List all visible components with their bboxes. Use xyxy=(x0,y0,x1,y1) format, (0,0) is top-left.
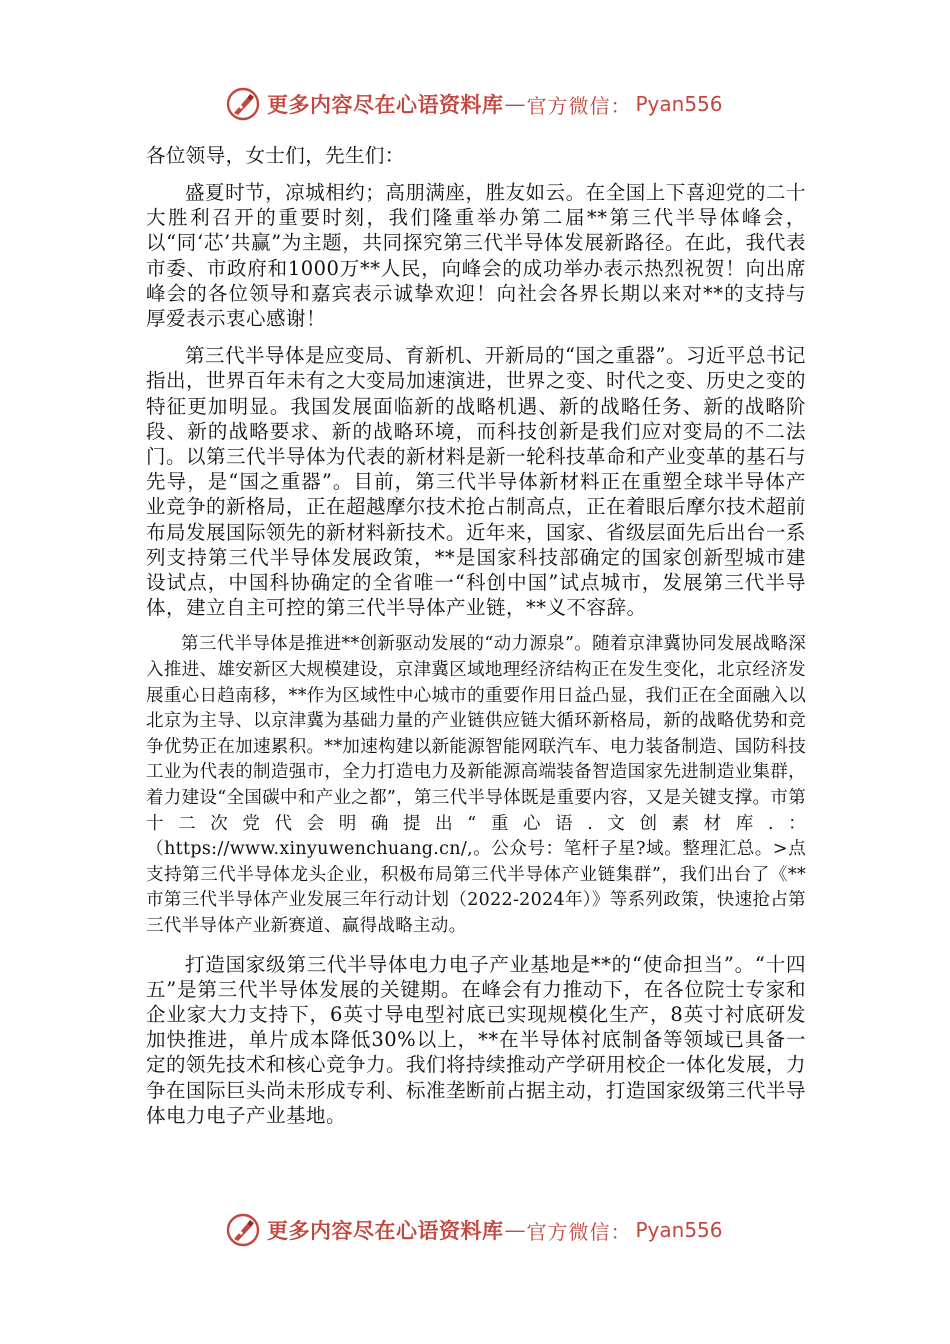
pen-nib-logo-icon xyxy=(225,86,261,122)
banner-dash: — xyxy=(504,1218,526,1242)
greeting: 各位领导，女士们，先生们： xyxy=(146,144,405,167)
header-banner xyxy=(225,84,745,124)
document-body xyxy=(146,140,806,1140)
footer-banner xyxy=(225,1210,745,1250)
paragraph-3: 第三代半导体是推进**创新驱动发展的“动力源泉”。随着京津冀协同发展战略深入推进、雄安新区大规模建设，京津冀区域地理经济结构正在发生变化，北京经济发展重心日趋南移，**作为区域性中心城市的重要作用日益凸显，我们正在全面融入以北京为主导、以京津冀为基础力量的产业链供应链大循环新格局，新的战略优势和竞争优势正在加速累积。**加速构建以新能源智能网联汽车、电力装备制造、国防科技工业为代表的制造强市，全力打造电力及新能源高端装备智造国家先进制造业集群，着力建设“全国碳中和产业之都”，第三代半导体既是重要内容，又是关键支撑。市第十二次党代会明确提出“重心语.文创素材库.：（https://www.xinyuwenchuang.cn/,。公众号：笔杆子星?域。整理汇总。>点支持第三代半导体龙头企业，积极布局第三代半导体产业链集群”，我们出台了《**市第三代半导体产业发展三年行动计划（2022-2024年）》等系列政策，快速抢占第三代半导体产业新赛道、赢得战略主动。 xyxy=(146,634,806,936)
brand-name: 更多内容尽在心语资料库 xyxy=(267,1218,504,1243)
paragraph-2: 第三代半导体是应变局、育新机、开新局的“国之重器”。习近平总书记指出，世界百年未有之大变局加速演进，世界之变、时代之变、历史之变的特征更加明显。我国发展面临新的战略机遇、新的战略任务、新的战略阶段、新的战略要求、新的战略环境，而科技创新是我们应对变局的不二法门。以第三代半导体为代表的新材料是新一轮科技革命和产业变革的基石与先导，是“国之重器”。目前，第三代半导体新材料正在重塑全球半导体产业竞争的新格局，正在超越摩尔技术抢占制高点，正在着眼后摩尔技术超前布局发展国际领先的新材料新技术。近年来，国家、省级层面先后出台一系列支持第三代半导体发展政策，**是国家科技部确定的国家创新型城市建设试点，中国科协确定的全省唯一“科创中国”试点城市，发展第三代半导体，建立自主可控的第三代半导体产业链，**义不容辞。 xyxy=(146,344,807,620)
paragraph-4: 打造国家级第三代半导体电力电子产业基地是**的“使命担当”。“十四五”是第三代半导体发展的关键期。在峰会有力推动下，在各位院士专家和企业家大力支持下，6英寸导电型衬底已实现规模化生产，8英寸衬底研发加快推进，单片成本降低30%以上，**在半导体衬底制备等领域已具备一定的领先技术和核心竞争力。我们将持续推动产学研用校企一体化发展，力争在国际巨头尚未形成专利、标准垄断前占据主动，打造国家级第三代半导体电力电子产业基地。 xyxy=(146,952,807,1127)
pen-nib-logo-icon xyxy=(225,1212,261,1248)
wechat-label: 官方微信： xyxy=(526,93,632,118)
wechat-id: Pyan556 xyxy=(635,1218,723,1242)
paragraph-1: 盛夏时节，凉城相约；高朋满座，胜友如云。在全国上下喜迎党的二十大胜利召开的重要时刻，我们隆重举办第二届**第三代半导体峰会，以“同‘芯’共赢”为主题，共同探究第三代半导体发展新路径。在此，我代表市委、市政府和1000万**人民，向峰会的成功举办表示热烈祝贺！向出席峰会的各位领导和嘉宾表示诚挚欢迎！向社会各界长期以来对**的支持与厚爱表示衷心感谢！ xyxy=(146,181,806,331)
wechat-id: Pyan556 xyxy=(635,92,723,116)
wechat-label: 官方微信： xyxy=(526,1219,632,1244)
brand-name: 更多内容尽在心语资料库 xyxy=(267,92,504,117)
banner-dash: — xyxy=(504,92,526,116)
